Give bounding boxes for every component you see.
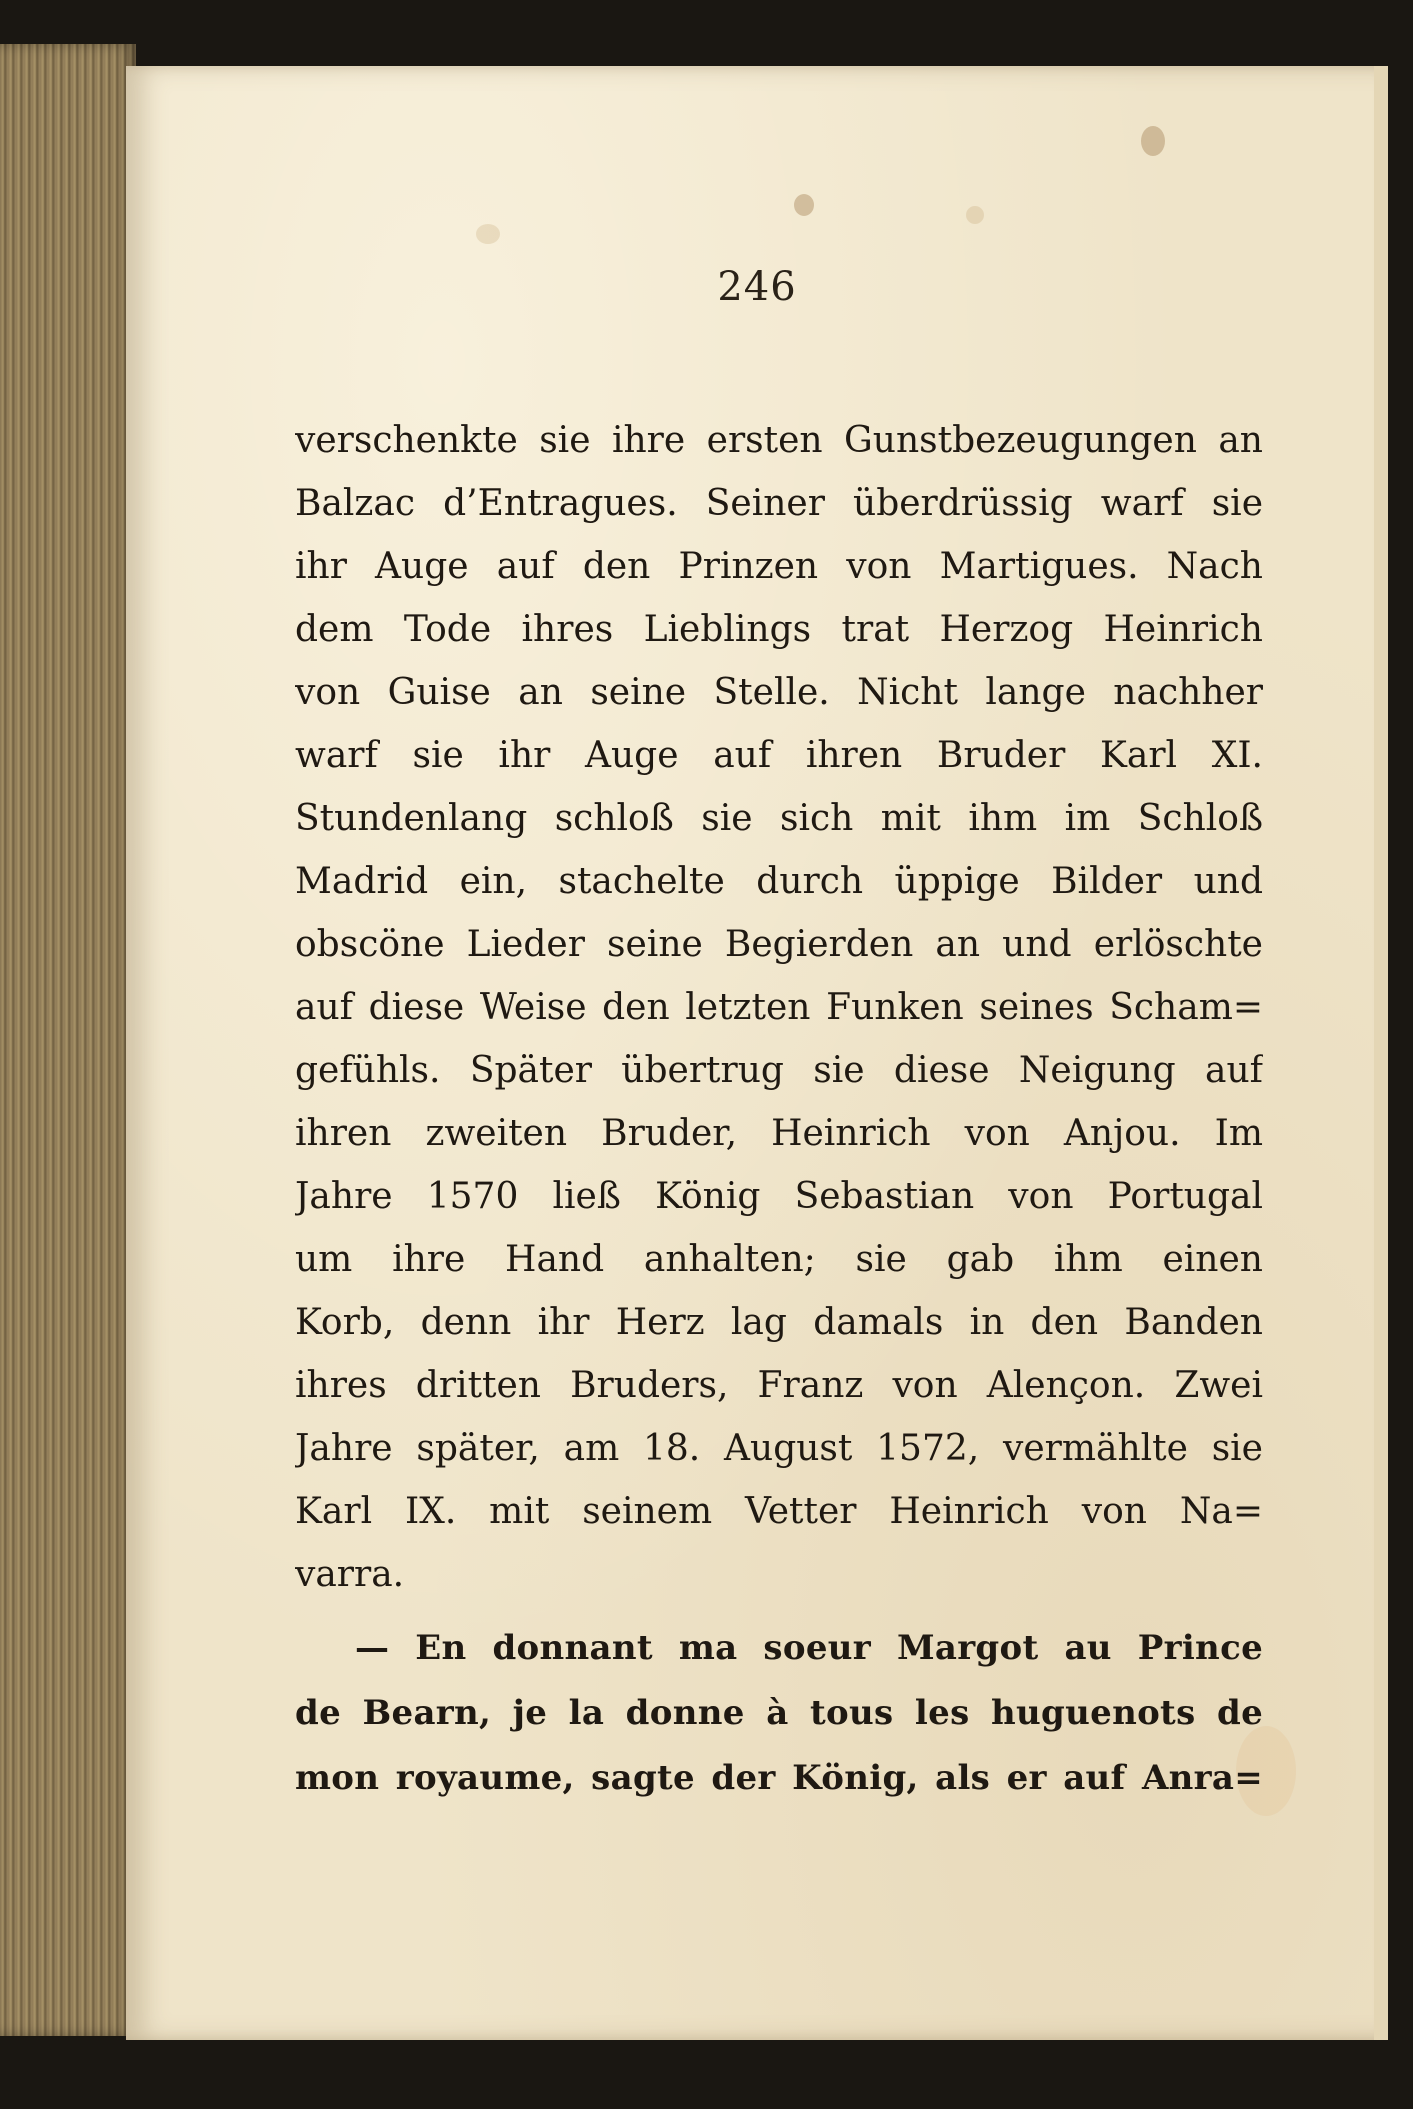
book-page (126, 66, 1388, 2040)
text-line: Stundenlang schloß sie sich mit ihm im Schloß (295, 798, 1263, 839)
foxing-spot (1141, 126, 1165, 156)
text-line: dem Tode ihres Lieblings trat Herzog Heinrich (295, 609, 1263, 650)
text-line: obscöne Lieder seine Begierden an und erlöschte (295, 924, 1263, 965)
text-line: varra. (295, 1554, 405, 1595)
paragraph-gap (295, 1606, 1263, 1616)
text-line: gefühls. Später übertrug sie diese Neigung auf (295, 1050, 1263, 1091)
quote-line: de Bearn, je la donne à tous les huguenots de (295, 1693, 1263, 1733)
text-line: ihren zweiten Bruder, Heinrich von Anjou. Im (295, 1113, 1263, 1154)
text-line: verschenkte sie ihre ersten Gunstbezeugungen an (295, 420, 1263, 461)
foxing-spot (476, 224, 500, 244)
text-line: ihr Auge auf den Prinzen von Martigues. Nach (295, 546, 1263, 587)
body-text (295, 409, 1263, 1811)
text-line: Karl IX. mit seinem Vetter Heinrich von Na= (295, 1491, 1263, 1532)
text-line: Korb, denn ihr Herz lag damals in den Banden (295, 1302, 1263, 1343)
text-line: auf diese Weise den letzten Funken seines Scham= (295, 987, 1263, 1028)
page-gutter-edge (1374, 66, 1388, 2040)
quote-line: — En donnant ma soeur Margot au Prince (355, 1628, 1263, 1668)
text-line: Jahre später, am 18. August 1572, vermählte sie (295, 1428, 1263, 1469)
book-page-edges (0, 44, 136, 2036)
foxing-spot (966, 206, 984, 224)
text-line: ihres dritten Bruders, Franz von Alençon. Zwei (295, 1365, 1263, 1406)
quote-line: mon royaume, sagte der König, als er auf Anra= (295, 1758, 1263, 1798)
text-line: warf sie ihr Auge auf ihren Bruder Karl XI. (295, 735, 1263, 776)
text-line: um ihre Hand anhalten; sie gab ihm einen (295, 1239, 1263, 1280)
text-line: Jahre 1570 ließ König Sebastian von Portugal (295, 1176, 1263, 1217)
text-line: Madrid ein, stachelte durch üppige Bilder und (295, 861, 1263, 902)
text-line: Balzac d’Entragues. Seiner überdrüssig warf sie (295, 483, 1263, 524)
foxing-spot (794, 194, 814, 216)
page-number: 246 (717, 264, 797, 310)
text-line: von Guise an seine Stelle. Nicht lange nachher (295, 672, 1263, 713)
